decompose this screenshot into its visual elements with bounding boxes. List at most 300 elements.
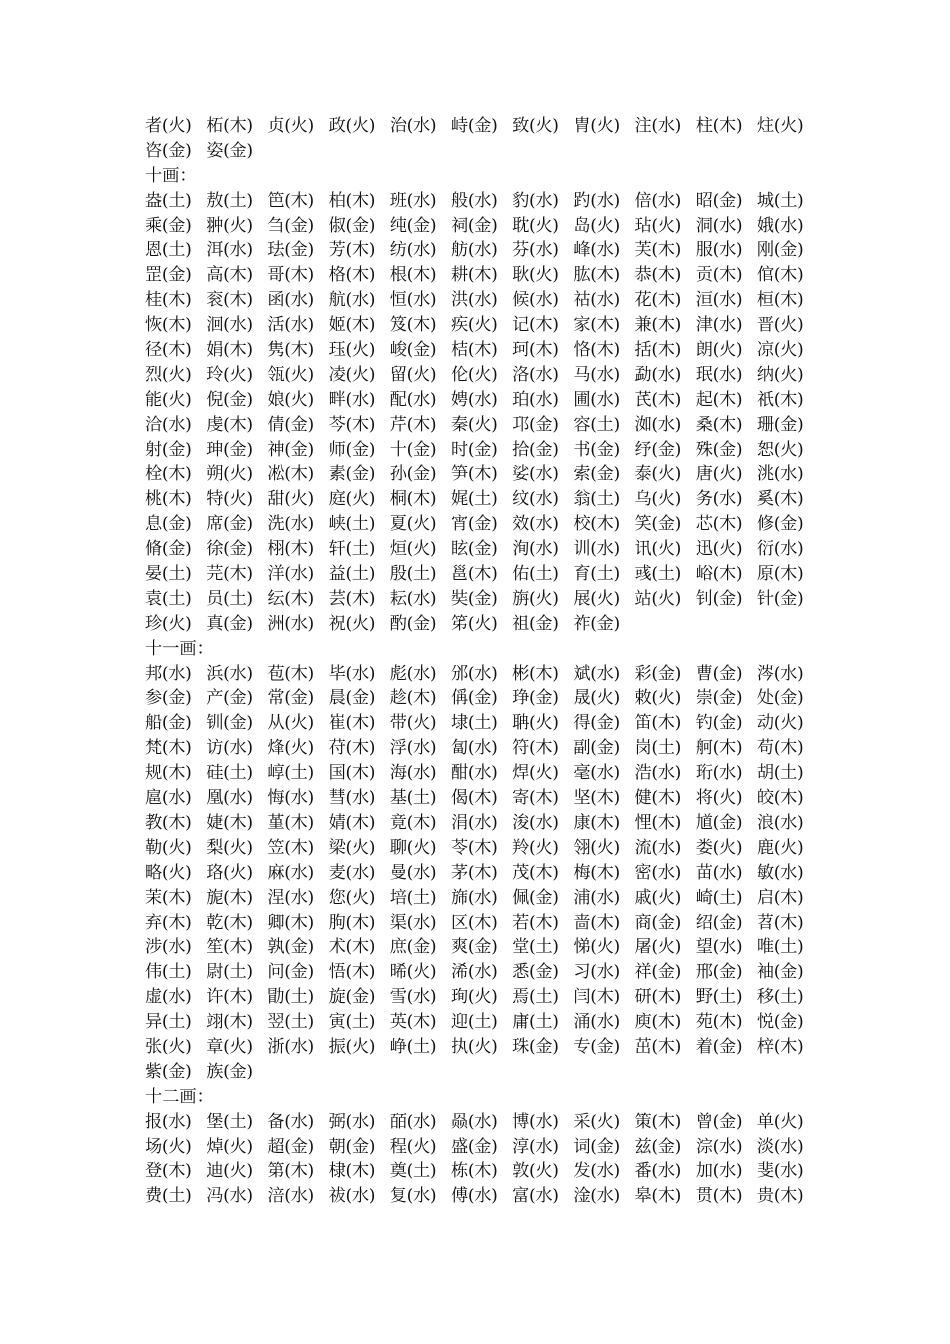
character-entry: 桔(木) xyxy=(450,340,498,361)
character-entry: 梁(火) xyxy=(328,837,376,858)
character-entry: 洮(水) xyxy=(756,464,804,485)
character-entry: 娥(水) xyxy=(756,215,804,236)
character-row xyxy=(145,487,825,512)
character-entry: 记(木) xyxy=(512,315,559,336)
character-entry: 哥(木) xyxy=(267,265,314,286)
character-entry: 站(火) xyxy=(634,588,682,609)
character-entry: 笫(火) xyxy=(450,613,498,634)
character-entry: 涪(水) xyxy=(267,1186,314,1207)
character-entry: 栋(木) xyxy=(450,1161,498,1182)
character-row xyxy=(145,512,825,537)
character-entry: 纹(水) xyxy=(512,489,559,510)
character-entry: 祇(木) xyxy=(756,389,804,410)
character-entry: 浠(水) xyxy=(450,962,498,983)
character-entry: 珏(火) xyxy=(328,340,376,361)
character-entry: 纾(金) xyxy=(634,439,682,460)
character-list xyxy=(145,114,825,1209)
character-entry: 圃(水) xyxy=(573,389,620,410)
character-entry: 玷(火) xyxy=(634,215,682,236)
character-entry: 洱(水) xyxy=(206,240,253,261)
character-entry: 花(木) xyxy=(634,290,682,311)
character-entry: 芹(木) xyxy=(389,414,437,435)
character-row xyxy=(145,960,825,985)
character-entry: 雪(水) xyxy=(389,987,437,1008)
character-entry: 岛(火) xyxy=(573,215,620,236)
character-entry: 偈(木) xyxy=(450,788,498,809)
character-entry: 柘(木) xyxy=(206,116,253,136)
character-entry: 展(火) xyxy=(573,588,620,609)
character-entry: 袁(土) xyxy=(145,588,192,609)
character-row xyxy=(145,587,825,612)
character-entry: 拾(金) xyxy=(512,439,559,460)
character-entry: 马(水) xyxy=(573,364,620,385)
character-entry: 皕(水) xyxy=(389,1111,437,1132)
character-entry: 航(水) xyxy=(328,290,376,311)
character-entry: 育(土) xyxy=(573,564,620,585)
character-row xyxy=(145,686,825,711)
character-entry: 聃(火) xyxy=(512,713,559,734)
character-entry: 晟(火) xyxy=(573,688,620,709)
character-entry: 淦(水) xyxy=(573,1186,620,1207)
character-row xyxy=(145,214,825,239)
character-entry: 耘(水) xyxy=(389,588,437,609)
character-entry: 珣(火) xyxy=(450,987,498,1008)
character-entry: 息(金) xyxy=(145,514,192,535)
character-entry: 峡(土) xyxy=(328,514,376,535)
character-entry: 埭(土) xyxy=(450,713,498,734)
character-entry: 趁(木) xyxy=(389,688,437,709)
character-entry: 赑(水) xyxy=(450,1111,498,1132)
character-entry: 殷(土) xyxy=(389,564,437,585)
character-entry: 朝(金) xyxy=(328,1136,376,1157)
character-entry: 佩(金) xyxy=(512,887,559,908)
character-entry: 习(水) xyxy=(573,962,620,983)
character-entry: 梓(木) xyxy=(756,1036,804,1057)
character-entry: 康(木) xyxy=(573,812,620,833)
character-entry: 桑(木) xyxy=(695,414,743,435)
character-entry: 殊(金) xyxy=(695,439,743,460)
character-entry: 曼(水) xyxy=(389,862,437,883)
character-entry: 硅(土) xyxy=(206,763,253,784)
character-entry: 梅(木) xyxy=(573,862,620,883)
character-entry: 校(木) xyxy=(573,514,620,535)
character-entry: 偁(金) xyxy=(450,688,498,709)
character-entry: 峪(木) xyxy=(695,564,743,585)
character-entry: 咨(金) xyxy=(145,140,192,161)
character-entry: 词(金) xyxy=(573,1136,620,1157)
character-entry: 秦(火) xyxy=(450,414,498,435)
character-entry: 茅(木) xyxy=(450,862,498,883)
character-entry: 函(水) xyxy=(267,290,314,311)
character-entry: 处(金) xyxy=(756,688,804,709)
character-entry: 奚(木) xyxy=(756,489,804,510)
character-entry: 婧(木) xyxy=(328,812,376,833)
character-entry: 针(金) xyxy=(756,588,804,609)
character-entry: 得(金) xyxy=(573,713,620,734)
character-entry: 讯(火) xyxy=(634,539,682,560)
character-entry: 洵(水) xyxy=(512,539,559,560)
character-entry: 堂(土) xyxy=(512,937,559,958)
character-entry: 凇(木) xyxy=(267,464,314,485)
heading-text: 十一画： xyxy=(145,638,214,659)
character-entry: 起(木) xyxy=(695,389,743,410)
character-entry: 芩(木) xyxy=(328,414,376,435)
character-entry: 祖(金) xyxy=(512,613,559,634)
stroke-count-heading xyxy=(145,1085,825,1110)
character-entry: 张(火) xyxy=(145,1036,192,1057)
character-entry: 苻(木) xyxy=(328,738,376,759)
character-entry: 洳(水) xyxy=(634,414,682,435)
character-entry: 悟(木) xyxy=(328,962,376,983)
character-entry: 俶(金) xyxy=(328,215,376,236)
character-entry: 活(水) xyxy=(267,315,314,336)
character-entry: 健(木) xyxy=(634,788,682,809)
character-entry: 旆(水) xyxy=(450,887,498,908)
character-entry: 钏(金) xyxy=(206,713,253,734)
character-entry: 朗(火) xyxy=(695,340,743,361)
character-entry: 问(金) xyxy=(267,962,314,983)
character-entry: 术(木) xyxy=(328,937,376,958)
character-entry: 珐(金) xyxy=(267,240,314,261)
character-entry: 产(金) xyxy=(206,688,253,709)
character-entry: 英(木) xyxy=(389,1012,437,1033)
character-row xyxy=(145,537,825,562)
character-entry: 旋(金) xyxy=(328,987,376,1008)
character-entry: 桓(木) xyxy=(756,290,804,311)
character-entry: 索(金) xyxy=(573,464,620,485)
character-entry: 羚(火) xyxy=(512,837,559,858)
character-entry: 焉(土) xyxy=(512,987,559,1008)
character-entry: 敦(火) xyxy=(512,1161,559,1182)
character-entry: 桂(木) xyxy=(145,290,192,311)
character-entry: 翀(火) xyxy=(206,215,253,236)
character-entry: 柏(木) xyxy=(328,190,376,211)
character-entry: 苑(木) xyxy=(695,1012,743,1033)
character-row xyxy=(145,363,825,388)
character-row xyxy=(145,562,825,587)
character-entry: 酌(金) xyxy=(389,613,437,634)
character-entry: 唐(火) xyxy=(695,464,743,485)
character-entry: 芙(木) xyxy=(634,240,682,261)
character-entry: 悦(金) xyxy=(756,1012,804,1033)
character-entry: 高(木) xyxy=(206,265,253,286)
character-entry: 略(火) xyxy=(145,862,192,883)
character-entry: 候(水) xyxy=(512,290,559,311)
character-entry: 笑(金) xyxy=(634,514,682,535)
character-entry: 场(火) xyxy=(145,1136,192,1157)
character-entry: 着(金) xyxy=(695,1036,743,1057)
character-entry: 笈(木) xyxy=(389,315,437,336)
character-entry: 茁(木) xyxy=(634,1036,682,1057)
character-entry: 乾(木) xyxy=(206,912,253,933)
character-entry: 晞(火) xyxy=(389,962,437,983)
character-entry: 兼(木) xyxy=(634,315,682,336)
character-entry: 彧(土) xyxy=(634,564,682,585)
character-entry: 将(火) xyxy=(695,788,743,809)
heading-text: 十画： xyxy=(145,165,197,186)
character-entry: 眩(金) xyxy=(450,539,498,560)
character-entry: 栓(木) xyxy=(145,464,192,485)
character-entry: 悉(金) xyxy=(512,962,559,983)
character-entry: 勖(土) xyxy=(267,987,314,1008)
character-entry: 彬(木) xyxy=(512,663,559,684)
character-entry: 勒(火) xyxy=(145,837,192,858)
character-entry: 晨(金) xyxy=(328,688,376,709)
character-row xyxy=(145,711,825,736)
character-entry: 贞(火) xyxy=(267,116,314,136)
character-entry: 若(木) xyxy=(512,912,559,933)
character-entry: 焯(火) xyxy=(206,1136,253,1157)
character-entry: 桐(木) xyxy=(389,489,437,510)
character-row xyxy=(145,338,825,363)
character-entry: 珊(金) xyxy=(756,414,804,435)
character-entry: 胡(土) xyxy=(756,763,804,784)
character-entry: 原(木) xyxy=(756,564,804,585)
character-row xyxy=(145,985,825,1010)
character-entry: 恪(木) xyxy=(573,340,620,361)
character-entry: 珍(火) xyxy=(145,613,192,634)
character-entry: 望(水) xyxy=(695,937,743,958)
character-entry: 邕(木) xyxy=(450,564,498,585)
character-entry: 笙(木) xyxy=(206,937,253,958)
character-entry: 启(木) xyxy=(756,887,804,908)
character-entry: 洞(水) xyxy=(695,215,743,236)
character-entry: 皎(木) xyxy=(756,788,804,809)
character-entry: 芳(木) xyxy=(328,240,376,261)
character-entry: 倌(木) xyxy=(756,265,804,286)
character-entry: 炷(火) xyxy=(756,116,804,136)
stroke-count-heading xyxy=(145,164,825,189)
character-entry: 笠(木) xyxy=(267,837,314,858)
character-entry: 盛(金) xyxy=(450,1136,498,1157)
character-entry: 傅(水) xyxy=(450,1186,498,1207)
character-entry: 能(火) xyxy=(145,389,192,410)
character-row xyxy=(145,861,825,886)
character-entry: 笋(木) xyxy=(450,464,498,485)
character-entry: 参(金) xyxy=(145,688,192,709)
character-entry: 舸(木) xyxy=(695,738,743,759)
character-entry: 动(火) xyxy=(756,713,804,734)
character-entry: 恩(土) xyxy=(145,240,192,261)
character-entry: 肱(木) xyxy=(573,265,620,286)
character-entry: 梨(火) xyxy=(206,837,253,858)
character-entry: 衮(木) xyxy=(206,290,253,311)
character-entry: 服(水) xyxy=(695,240,743,261)
character-entry: 聊(火) xyxy=(389,837,437,858)
character-entry: 彗(水) xyxy=(328,788,376,809)
character-entry: 治(水) xyxy=(389,116,437,136)
character-entry: 皋(木) xyxy=(634,1186,682,1207)
character-entry: 姬(木) xyxy=(328,315,376,336)
character-entry: 芯(木) xyxy=(695,514,743,535)
character-row xyxy=(145,911,825,936)
character-entry: 婕(木) xyxy=(206,812,253,833)
character-entry: 娑(水) xyxy=(512,464,559,485)
character-entry: 振(火) xyxy=(328,1036,376,1057)
character-entry: 迎(土) xyxy=(450,1012,498,1033)
character-row xyxy=(145,786,825,811)
character-entry: 贡(木) xyxy=(695,265,743,286)
character-entry: 珉(水) xyxy=(695,364,743,385)
character-entry: 旃(火) xyxy=(512,588,559,609)
character-entry: 孙(金) xyxy=(389,464,437,485)
character-entry: 盎(土) xyxy=(145,190,192,211)
character-entry: 特(火) xyxy=(206,489,253,510)
character-entry: 洗(水) xyxy=(267,514,314,535)
character-entry: 珅(金) xyxy=(206,439,253,460)
character-entry: 娓(土) xyxy=(450,489,498,510)
character-entry: 孰(金) xyxy=(267,937,314,958)
character-entry: 贯(木) xyxy=(695,1186,743,1207)
character-entry: 衍(水) xyxy=(756,539,804,560)
character-entry: 胄(火) xyxy=(573,116,620,136)
character-entry: 区(木) xyxy=(450,912,498,933)
character-entry: 容(土) xyxy=(573,414,620,435)
character-entry: 祥(金) xyxy=(634,962,682,983)
character-entry: 刍(金) xyxy=(267,215,314,236)
character-entry: 梵(木) xyxy=(145,738,192,759)
character-entry: 超(金) xyxy=(267,1136,314,1157)
character-entry: 翌(土) xyxy=(267,1012,314,1033)
character-entry: 悔(水) xyxy=(267,788,314,809)
character-entry: 野(土) xyxy=(695,987,743,1008)
character-entry: 异(土) xyxy=(145,1012,192,1033)
character-entry: 钓(金) xyxy=(695,713,743,734)
character-entry: 加(水) xyxy=(695,1161,743,1182)
character-entry: 第(木) xyxy=(267,1161,314,1182)
character-entry: 章(火) xyxy=(206,1036,253,1057)
character-entry: 登(木) xyxy=(145,1161,192,1182)
character-entry: 娉(水) xyxy=(450,389,498,410)
character-row xyxy=(145,438,825,463)
character-entry: 乌(火) xyxy=(634,489,682,510)
character-entry: 夏(火) xyxy=(389,514,437,535)
character-entry: 纺(水) xyxy=(389,240,437,261)
character-entry: 般(水) xyxy=(450,190,498,211)
character-entry: 徐(金) xyxy=(206,539,253,560)
character-entry: 祝(火) xyxy=(328,613,376,634)
character-entry: 程(火) xyxy=(389,1136,437,1157)
character-entry: 迅(火) xyxy=(695,539,743,560)
character-entry: 副(金) xyxy=(573,738,620,759)
character-entry: 海(水) xyxy=(389,763,437,784)
character-entry: 密(水) xyxy=(634,862,682,883)
character-entry: 晋(火) xyxy=(756,315,804,336)
character-entry: 酣(水) xyxy=(450,763,498,784)
character-entry: 朔(火) xyxy=(206,464,253,485)
character-entry: 敖(土) xyxy=(206,190,253,211)
heading-text: 十二画： xyxy=(145,1086,214,1107)
character-entry: 鹿(火) xyxy=(756,837,804,858)
character-entry: 致(火) xyxy=(512,116,559,136)
character-entry: 刚(金) xyxy=(756,240,804,261)
character-entry: 桃(木) xyxy=(145,489,192,510)
character-entry: 姿(金) xyxy=(206,140,253,161)
character-entry: 浙(水) xyxy=(267,1036,314,1057)
character-entry: 栩(木) xyxy=(267,539,314,560)
character-entry: 闫(木) xyxy=(573,987,620,1008)
character-row xyxy=(145,761,825,786)
character-entry: 袖(金) xyxy=(756,962,804,983)
character-entry: 访(水) xyxy=(206,738,253,759)
character-entry: 耽(火) xyxy=(512,215,559,236)
character-entry: 城(土) xyxy=(756,190,804,211)
character-entry: 斐(水) xyxy=(756,1161,804,1182)
character-entry: 真(金) xyxy=(206,613,253,634)
character-row xyxy=(145,811,825,836)
character-entry: 庾(木) xyxy=(634,1012,682,1033)
character-entry: 宵(金) xyxy=(450,514,498,535)
character-entry: 洄(水) xyxy=(206,315,253,336)
character-entry: 您(火) xyxy=(328,887,376,908)
character-entry: 彪(水) xyxy=(389,663,437,684)
character-entry: 烜(火) xyxy=(389,539,437,560)
character-entry: 庸(土) xyxy=(512,1012,559,1033)
character-entry: 基(土) xyxy=(389,788,437,809)
character-entry: 浩(水) xyxy=(634,763,682,784)
character-entry: 采(火) xyxy=(573,1111,620,1132)
character-entry: 恕(火) xyxy=(756,439,804,460)
character-entry: 匐(水) xyxy=(450,738,498,759)
character-entry: 效(水) xyxy=(512,514,559,535)
character-entry: 族(金) xyxy=(206,1061,253,1082)
character-row xyxy=(145,313,825,338)
character-entry: 流(水) xyxy=(634,837,682,858)
character-entry: 昭(金) xyxy=(695,190,743,211)
character-entry: 凌(火) xyxy=(328,364,376,385)
character-entry: 疾(火) xyxy=(450,315,498,336)
stroke-count-heading xyxy=(145,637,825,662)
character-entry: 娘(火) xyxy=(267,389,314,410)
character-entry: 隽(木) xyxy=(267,340,314,361)
character-entry: 戚(火) xyxy=(634,887,682,908)
character-entry: 留(火) xyxy=(389,364,437,385)
character-entry: 商(金) xyxy=(634,912,682,933)
character-entry: 笆(木) xyxy=(267,190,314,211)
character-entry: 邠(水) xyxy=(450,663,498,684)
character-entry: 执(火) xyxy=(450,1036,498,1057)
character-entry: 珀(水) xyxy=(512,389,559,410)
character-entry: 船(金) xyxy=(145,713,192,734)
character-entry: 符(木) xyxy=(512,738,559,759)
character-entry: 峻(金) xyxy=(389,340,437,361)
character-entry: 单(火) xyxy=(756,1111,804,1132)
character-entry: 专(金) xyxy=(573,1036,620,1057)
character-entry: 啬(木) xyxy=(573,912,620,933)
character-entry: 晏(土) xyxy=(145,564,192,585)
character-row xyxy=(145,612,825,637)
character-entry: 番(水) xyxy=(634,1161,682,1182)
character-entry: 常(金) xyxy=(267,688,314,709)
character-entry: 配(水) xyxy=(389,389,437,410)
character-entry: 翊(木) xyxy=(206,1012,253,1033)
character-entry: 邛(金) xyxy=(512,414,559,435)
character-entry: 堇(木) xyxy=(267,812,314,833)
character-entry: 纯(金) xyxy=(389,215,437,236)
character-row xyxy=(145,736,825,761)
character-entry: 富(水) xyxy=(512,1186,559,1207)
character-entry: 津(水) xyxy=(695,315,743,336)
character-entry: 涌(水) xyxy=(573,1012,620,1033)
character-entry: 屠(火) xyxy=(634,937,682,958)
character-entry: 祜(水) xyxy=(573,290,620,311)
character-entry: 畔(水) xyxy=(328,389,376,410)
character-entry: 焊(火) xyxy=(512,763,559,784)
character-entry: 珂(木) xyxy=(512,340,559,361)
character-entry: 曾(金) xyxy=(695,1111,743,1132)
character-entry: 修(金) xyxy=(756,514,804,535)
character-entry: 淙(水) xyxy=(695,1136,743,1157)
